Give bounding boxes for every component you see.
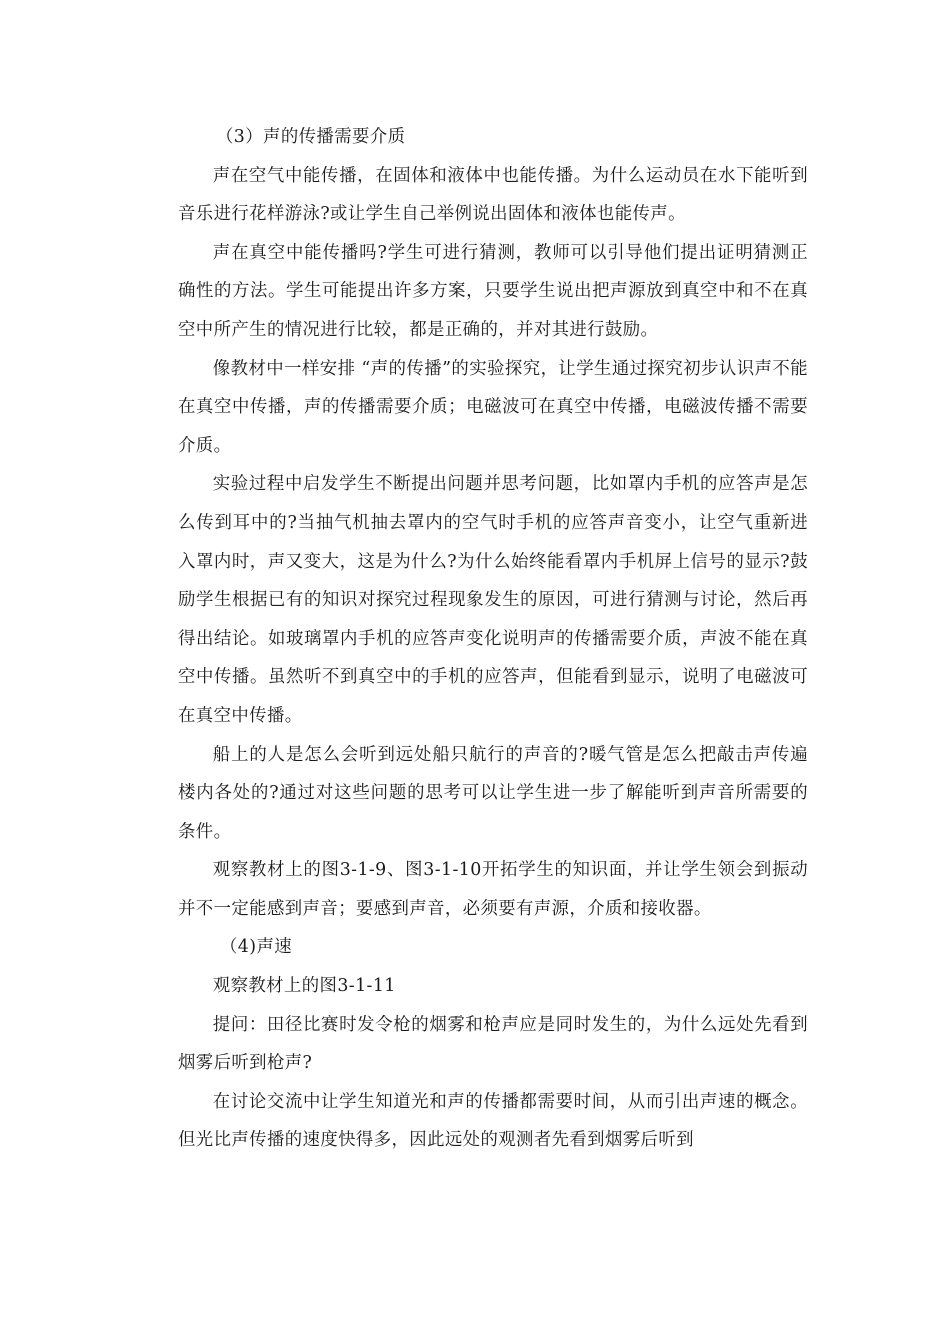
paragraph-question: 提问：田径比赛时发令枪的烟雾和枪声应是同时发生的，为什么远处先看到烟雾后听到枪声?: [178, 1014, 808, 1074]
section-heading-4: （4)声速: [220, 937, 293, 958]
paragraph-experiment-questions: 实验过程中启发学生不断提出问题并思考问题，比如罩内手机的应答声是怎么传到耳中的?当抽气机抽去罩内的空气时手机的应答声音变小，让空气重新进入罩内时，声又变大，这是为什么?为什么始终能看罩内手机屏上信号的显示?鼓励学生根据已有的知识对探究过程现象发生的原因，可进行猜测与讨论，然后再得出结论。如玻璃罩内手机的应答声变化说明声的传播需要介质，声波不能在真空中传播。虽然听不到真空中的手机的应答声，但能看到显示，说明了电磁波可在真空中传播。: [178, 474, 808, 726]
paragraph-experiment-setup: 像教材中一样安排 “声的传播”的实验探究，让学生通过探究初步认识声不能在真空中传播，声的传播需要介质；电磁波可在真空中传播，电磁波传播不需要介质。: [178, 358, 808, 456]
paragraph-figures-9-10: 观察教材上的图3-1-9、图3-1-10开拓学生的知识面，并让学生领会到振动并不一定能感到声音；要感到声音，必须要有声源，介质和接收器。: [178, 860, 808, 919]
document-body: [178, 118, 808, 1160]
paragraph-speed-concept: 在讨论交流中让学生知道光和声的传播都需要时间，从而引出声速的概念。但光比声传播的速度快得多，因此远处的观测者先看到烟雾后听到: [178, 1091, 808, 1151]
paragraph-ship-heating: 船上的人是怎么会听到远处船只航行的声音的?暖气管是怎么把敲击声传遍楼内各处的?通过对这些问题的思考可以让学生进一步了解能听到声音所需要的条件。: [178, 744, 808, 842]
paragraph-solid-liquid: 声在空气中能传播，在固体和液体中也能传播。为什么运动员在水下能听到音乐进行花样游泳?或让学生自己举例说出固体和液体也能传声。: [178, 165, 808, 225]
paragraph-figure-11: 观察教材上的图3-1-11: [212, 976, 396, 997]
section-heading-3: （3）声的传播需要介质: [216, 127, 406, 147]
paragraph-vacuum-guess: 声在真空中能传播吗?学生可进行猜测，教师可以引导他们提出证明猜测正确性的方法。学生可能提出许多方案，只要学生说出把声源放到真空中和不在真空中所产生的情况进行比较，都是正确的，并对其进行鼓励。: [178, 242, 808, 340]
